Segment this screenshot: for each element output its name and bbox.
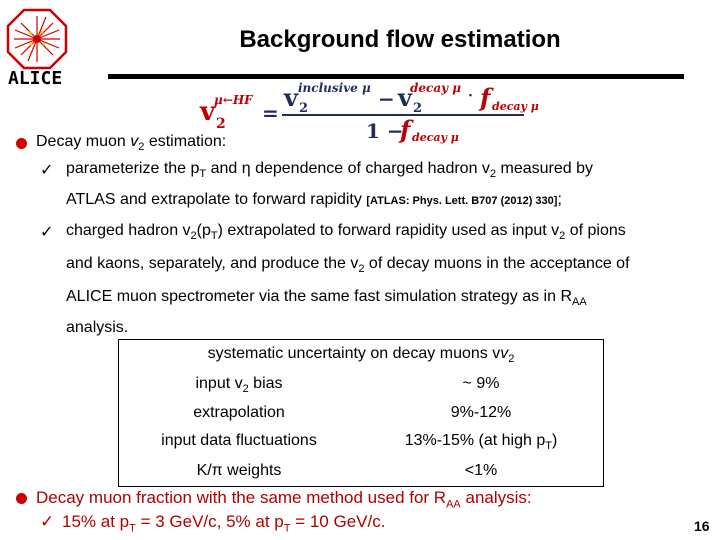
formula-num-v1: v [284,83,298,112]
formula [196,78,539,144]
formula-num-v1-sub: 2 [299,101,309,116]
row-1-label-post: bias [248,375,283,392]
item-2-line3-text: ALICE muon spectrometer via the same fast simulation strategy as in R [66,288,572,305]
table-row-1-label [119,375,359,395]
item-2-sub: 2 [190,230,197,243]
table-row-3-label: input data fluctuations [161,432,317,449]
table-header: systematic uncertainty on decay muons $vv_2$ [207,345,515,366]
bullet-1-text-post: estimation: [144,133,227,150]
bullet-2-item-p1: 15% at p [62,512,130,531]
formula-equals: = [262,101,279,125]
atlas-reference: [ATLAS: Phys. Lett. B707 (2012) 330] [366,195,558,207]
item-2-sub2: T [210,230,218,243]
item-1-line2-post: ; [557,191,562,208]
slide-title: Background flow estimation [239,26,561,53]
check-icon: ✓ [40,162,54,179]
bullet-1-v: v [130,133,139,150]
item-1-line-1 [66,160,593,180]
table-row-2-value: 9%-12% [450,404,512,421]
bullet-2-item [62,512,385,534]
item-1-line2-text: ATLAS and extrapolate to forward rapidity [66,191,367,208]
formula-num-f: f [480,83,491,112]
item-1-sub: T [199,168,207,181]
row-3-value-post: ) [551,432,558,449]
formula-dot: · [468,88,473,104]
item-2-line2-text: and kaons, separately, and produce the v [66,255,359,272]
table-row-1-value: ~ 9% [462,375,500,392]
item-2-text: charged hadron v [66,222,191,239]
bullet-2-item-s1: T [129,522,136,535]
formula-num-v2: v [398,83,412,112]
row-1-label-text: input v [195,375,243,392]
formula-den-f: f [400,115,411,144]
systematics-table [118,339,604,487]
formula-num-v2-sup: decay μ [410,81,462,95]
formula-minus: − [378,87,395,111]
item-1-text-post: measured by [496,160,593,177]
alice-logo [6,8,68,88]
formula-lhs-sub: 2 [216,116,226,132]
check-icon: ✓ [40,224,54,241]
bullet-1-heading [36,133,226,153]
formula-lhs: v [200,97,216,127]
table-header-text: systematic uncertainty on decay muons v [207,345,501,362]
row-1-label-sub: 2 [242,383,249,396]
item-1-line-2 [66,191,562,209]
bullet-2-item-s2: T [283,522,291,535]
item-2-text-end: of pions [565,222,626,239]
item-2-line3-sub: AA [572,296,587,309]
bullet-1-v-sub: 2 [138,141,145,154]
table-header-sub: 2 [508,353,515,366]
formula-num-f-sub: decay μ [492,100,539,113]
item-1-sub2: 2 [489,168,497,181]
bullet-dot-1 [16,138,27,149]
formula-num-v2-sub: 2 [413,101,423,116]
table-row-4-value: <1% [464,462,498,479]
item-2-text-post: ) extrapolated to forward rapidity used as input v [217,222,560,239]
bullet-2-item-p3: = 10 GeV/c. [290,512,386,531]
formula-lhs-sup: μ←HF [214,93,253,107]
formula-den-one: 1 − [366,119,404,143]
bullet-2-item-p2: = 3 GeV/c, 5% at p [135,512,284,531]
row-3-value-sub: T [545,440,552,453]
formula-svg [196,78,539,144]
bullet-2-sub: AA [446,498,461,511]
bullet-1-text: Decay muon [36,133,131,150]
row-3-value-text: 13%-15% (at high p [404,432,546,449]
item-2-text-mid: (p [196,222,211,239]
bullet-dot-2 [16,493,27,504]
item-1-text-mid: and η dependence of charged hadron v [206,160,490,177]
table-row-2-label: extrapolation [193,404,285,421]
item-2-line2-sub: 2 [358,263,365,276]
formula-num-v1-sup: inclusive μ [298,81,371,95]
table-row-3-value [359,432,603,452]
table-row-4-label: K/π weights [196,462,282,479]
item-2-sub3: 2 [559,230,566,243]
bullet-2-heading [36,488,532,510]
page-number: 16 [694,518,710,534]
item-2-line-4: analysis. [66,319,129,336]
item-2-line-2 [66,255,630,275]
logo-text: ALICE [8,68,63,89]
check-icon: ✓ [40,512,55,531]
item-2-line2-post: of decay muons in the acceptance of [364,255,630,272]
bullet-2-text-post: analysis: [460,488,532,507]
bullet-2-text: Decay muon fraction with the same method used for R [36,488,447,507]
item-2-line-1 [66,222,626,242]
formula-den-f-sub: decay μ [412,131,459,144]
item-2-line-3 [66,288,587,308]
item-1-text: parameterize the p [66,160,200,177]
